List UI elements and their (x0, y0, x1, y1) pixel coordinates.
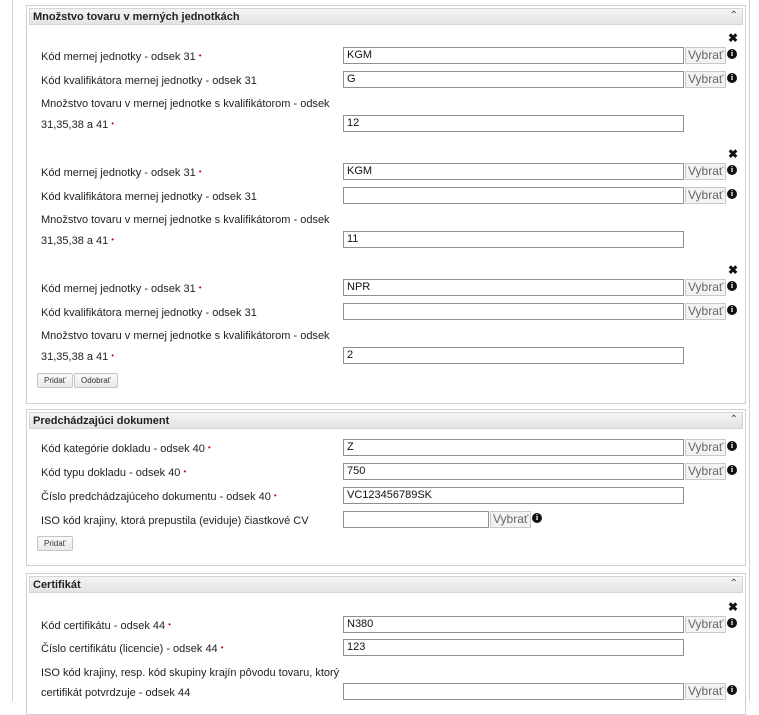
certificate-panel-header[interactable] (29, 576, 743, 593)
document-number-input[interactable]: VC123456789SK (343, 487, 684, 504)
quantity-label-line2: 31,35,38 a 41 • (41, 235, 115, 247)
unit-code-label: Kód mernej jednotky - odsek 31 • (41, 167, 202, 179)
add-quantity-button[interactable]: Pridať (37, 373, 73, 388)
info-icon[interactable]: i (727, 685, 737, 695)
select-category-button[interactable]: Vybrať (685, 439, 726, 456)
document-type-input[interactable]: 750 (343, 463, 684, 480)
select-unit-button[interactable]: Vybrať (685, 279, 726, 296)
remove-entry-icon[interactable]: ✖ (728, 600, 739, 614)
select-certificate-iso-button[interactable]: Vybrať (685, 683, 726, 700)
quantity-input[interactable]: 2 (343, 347, 684, 364)
quantity-label-line1: Množstvo tovaru v mernej jednotke s kvalifikátorom - odsek (41, 330, 330, 342)
document-number-label: Číslo predchádzajúceho dokumentu - odsek 40 • (41, 491, 277, 503)
panel-title: Predchádzajúci dokument (33, 415, 170, 427)
certificate-iso-input[interactable] (343, 683, 684, 700)
chevron-up-icon[interactable]: ⌃ (729, 578, 738, 589)
info-icon[interactable]: i (727, 73, 737, 83)
quantity-label-line2: 31,35,38 a 41 • (41, 351, 115, 363)
unit-code-input[interactable]: NPR (343, 279, 684, 296)
quantity-label-line1: Množstvo tovaru v mernej jednotke s kvalifikátorom - odsek (41, 98, 330, 110)
info-icon[interactable]: i (727, 165, 737, 175)
remove-entry-icon[interactable]: ✖ (728, 147, 739, 161)
panel-title: Množstvo tovaru v merných jednotkách (33, 11, 240, 23)
certificate-number-label: Číslo certifikátu (licencie) - odsek 44 • (41, 643, 224, 655)
document-category-label: Kód kategórie dokladu - odsek 40 • (41, 443, 211, 455)
iso-country-label: ISO kód krajiny, ktorá prepustila (eviduje) čiastkové CV (41, 515, 309, 527)
select-certificate-button[interactable]: Vybrať (685, 616, 726, 633)
unit-code-input[interactable]: KGM (343, 47, 684, 64)
qualifier-code-label: Kód kvalifikátora mernej jednotky - odsek 31 (41, 75, 257, 87)
info-icon[interactable]: i (532, 513, 542, 523)
quantity-label-line2: 31,35,38 a 41 • (41, 119, 115, 131)
certificate-panel (26, 573, 746, 715)
select-qualifier-button[interactable]: Vybrať (685, 303, 726, 320)
chevron-up-icon[interactable]: ⌃ (729, 414, 738, 425)
certificate-code-input[interactable]: N380 (343, 616, 684, 633)
page-border-right (749, 0, 750, 701)
select-unit-button[interactable]: Vybrať (685, 163, 726, 180)
quantity-panel (26, 5, 746, 404)
info-icon[interactable]: i (727, 441, 737, 451)
panel-title: Certifikát (33, 579, 81, 591)
qualifier-code-label: Kód kvalifikátora mernej jednotky - odsek 31 (41, 191, 257, 203)
quantity-input[interactable]: 11 (343, 231, 684, 248)
add-document-button[interactable]: Pridať (37, 536, 73, 551)
remove-quantity-button[interactable]: Odobrať (74, 373, 118, 388)
quantity-label-line1: Množstvo tovaru v mernej jednotke s kvalifikátorom - odsek (41, 214, 330, 226)
qualifier-code-input[interactable]: G (343, 71, 684, 88)
unit-code-label: Kód mernej jednotky - odsek 31 • (41, 283, 202, 295)
remove-entry-icon[interactable]: ✖ (728, 31, 739, 45)
select-iso-button[interactable]: Vybrať (490, 511, 531, 528)
chevron-up-icon[interactable]: ⌃ (729, 10, 738, 21)
select-unit-button[interactable]: Vybrať (685, 47, 726, 64)
select-qualifier-button[interactable]: Vybrať (685, 71, 726, 88)
certificate-iso-label-line1: ISO kód krajiny, resp. kód skupiny krajín pôvodu tovaru, ktorý (41, 667, 340, 679)
document-category-input[interactable]: Z (343, 439, 684, 456)
unit-code-input[interactable]: KGM (343, 163, 684, 180)
certificate-number-input[interactable]: 123 (343, 639, 684, 656)
previous-document-panel (26, 409, 746, 566)
previous-document-panel-header[interactable] (29, 412, 743, 429)
certificate-code-label: Kód certifikátu - odsek 44 • (41, 620, 171, 632)
info-icon[interactable]: i (727, 465, 737, 475)
certificate-iso-label-line2: certifikát potvrdzuje - odsek 44 (41, 687, 191, 699)
page-border-left (12, 0, 13, 701)
info-icon[interactable]: i (727, 189, 737, 199)
iso-country-input[interactable] (343, 511, 489, 528)
qualifier-code-label: Kód kvalifikátora mernej jednotky - odsek 31 (41, 307, 257, 319)
select-type-button[interactable]: Vybrať (685, 463, 726, 480)
quantity-panel-header[interactable] (29, 8, 743, 25)
document-type-label: Kód typu dokladu - odsek 40 • (41, 467, 187, 479)
remove-entry-icon[interactable]: ✖ (728, 263, 739, 277)
qualifier-code-input[interactable] (343, 303, 684, 320)
info-icon[interactable]: i (727, 49, 737, 59)
quantity-input[interactable]: 12 (343, 115, 684, 132)
info-icon[interactable]: i (727, 618, 737, 628)
qualifier-code-input[interactable] (343, 187, 684, 204)
unit-code-label: Kód mernej jednotky - odsek 31 • (41, 51, 202, 63)
select-qualifier-button[interactable]: Vybrať (685, 187, 726, 204)
info-icon[interactable]: i (727, 305, 737, 315)
info-icon[interactable]: i (727, 281, 737, 291)
